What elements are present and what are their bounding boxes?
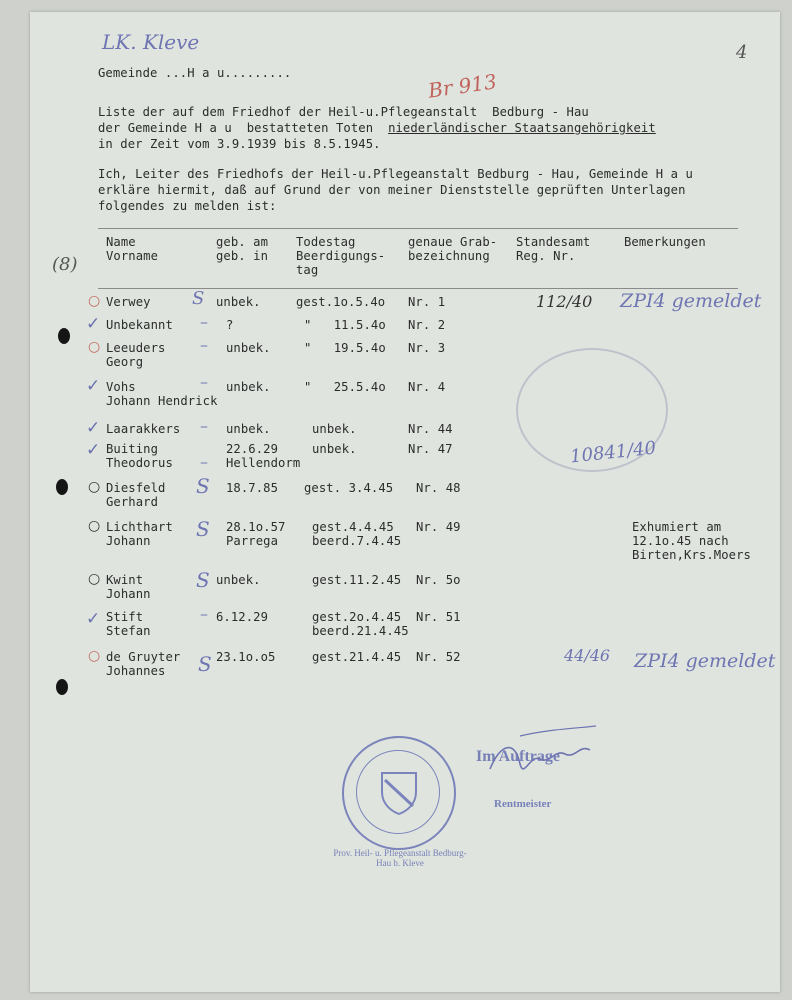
institution-seal [342,736,456,850]
table-row-grab: Nr. 5o [416,573,461,587]
margin-note: (8) [52,254,78,275]
table-row-geb: 23.1o.o5 [216,650,276,664]
s-mark: S [196,517,210,541]
table-row-grab: Nr. 2 [408,318,446,332]
intro-line-2b: niederländischer Staatsangehörigkeit [388,121,656,135]
col-header-todestag: Todestag Beerdigungs- tag [296,235,386,277]
table-row-name: Laarakkers [106,422,181,436]
punch-hole [56,679,68,695]
table-row-tod: gest.2o.4.45 beerd.21.4.45 [312,610,409,638]
intro-line-6: folgendes zu melden ist: [98,199,277,213]
col-header-bemerkungen: Bemerkungen [624,235,706,249]
table-row-reg: 112/40 [536,292,593,311]
table-row-tod: gest.4.4.45 beerd.7.4.45 [312,520,402,548]
intro-line-5: erkläre hiermit, daß auf Grund der von meiner Dienststelle geprüften Unterlagen [98,183,686,197]
red-circle-mark: ○ [88,648,101,664]
dash-mark: – [200,416,208,435]
table-row-bem: ZPI4 gemeldet [620,290,762,312]
intro-line-2 [98,121,656,135]
table-row-name: Verwey [106,295,151,309]
dash-mark: – [200,452,208,471]
table-row-geb: unbek. [216,573,261,587]
table-row-tod: gest.11.2.45 [312,573,402,587]
table-row-name: Lichthart Johann [106,520,173,548]
table-row-bem: ZPI4 gemeldet [634,650,776,672]
page-number: 4 [736,42,748,63]
check-mark: ✓ [86,314,101,334]
red-circle-mark: ○ [88,339,101,355]
im-auftrage-stamp: Im Auftrage [476,748,560,765]
dash-mark: – [200,335,208,354]
table-row-grab: Nr. 3 [408,341,446,355]
document-sheet [30,12,780,992]
intro-line-4: Ich, Leiter des Friedhofs der Heil-u.Pflegeanstalt Bedburg - Hau, Gemeinde H a u [98,167,693,181]
check-mark: ✓ [86,376,101,396]
table-row-grab: Nr. 49 [416,520,461,534]
table-row-geb: 28.1o.57 Parrega [226,520,286,548]
round-stamp-number: 10841/40 [569,437,658,468]
table-row-tod: " 11.5.4o [304,318,386,332]
table-row-tod: gest. 3.4.45 [304,481,394,495]
table-row-name: de Gruyter Johannes [106,650,181,678]
table-row-geb: 18.7.85 [226,481,279,495]
col-header-standesamt: Standesamt Reg. Nr. [516,235,591,263]
s-mark: S [192,288,205,309]
black-circle-mark: ○ [88,518,101,534]
table-row-geb: unbek. [216,295,261,309]
table-row-bem: Exhumiert am 12.1o.45 nach Birten,Krs.Moers [632,520,751,562]
col-header-grab: genaue Grab- bezeichnung [408,235,498,263]
gemeinde-line: Gemeinde ...H a u......... [98,66,292,80]
seal-text: Prov. Heil- u. Pflegeanstalt Bedburg-Hau b. Kleve [333,848,467,868]
punch-hole [56,479,68,495]
red-note: Br 913 [426,69,499,103]
table-row-geb: unbek. [226,422,271,436]
lk-note: LK. Kleve [102,30,200,54]
table-row-grab: Nr. 52 [416,650,461,664]
table-row-name: Buiting Theodorus [106,442,173,470]
black-circle-mark: ○ [88,571,101,587]
table-row-name: Stift Stefan [106,610,151,638]
intro-line-2a: der Gemeinde H a u bestatteten Toten [98,121,389,135]
s-mark: S [198,652,212,676]
table-row-tod: " 19.5.4o [304,341,386,355]
col-header-name: Name Vorname [106,235,159,263]
s-mark: S [196,568,210,592]
table-row-geb: 6.12.29 [216,610,269,624]
dash-mark: – [200,372,208,391]
red-circle-mark: ○ [88,293,101,309]
col-header-geb: geb. am geb. in [216,235,269,263]
table-row-geb: ? [226,318,234,332]
table-row-geb: 22.6.29 Hellendorm [226,442,301,470]
table-row-grab: Nr. 48 [416,481,461,495]
table-row-grab: Nr. 47 [408,442,453,456]
dash-mark: – [200,604,208,623]
table-row-name: Leeuders Georg [106,341,166,369]
table-top-rule [98,228,738,229]
dash-mark: – [200,312,208,331]
table-row-grab: Nr. 44 [408,422,453,436]
table-row-grab: Nr. 51 [416,610,461,624]
table-row-tod: " 25.5.4o [304,380,386,394]
table-row-geb: unbek. [226,341,271,355]
intro-line-1: Liste der auf dem Friedhof der Heil-u.Pflegeanstalt Bedburg - Hau [98,105,589,119]
table-row-tod: unbek. [312,422,357,436]
table-row-name: Vohs Johann Hendrick [106,380,218,408]
check-mark: ✓ [86,418,101,438]
table-row-geb: unbek. [226,380,271,394]
black-circle-mark: ○ [88,479,101,495]
intro-line-3: in der Zeit vom 3.9.1939 bis 8.5.1945. [98,137,381,151]
rentmeister-label: Rentmeister [494,798,552,810]
table-row-reg: 44/46 [564,646,611,665]
punch-hole [58,328,70,344]
table-row-tod: gest.21.4.45 [312,650,402,664]
table-row-name: Diesfeld Gerhard [106,481,166,509]
table-row-grab: Nr. 4 [408,380,446,394]
s-mark: S [196,474,210,498]
table-row-name: Kwint Johann [106,573,151,601]
table-row-name: Unbekannt [106,318,173,332]
table-row-tod: unbek. [312,442,357,456]
table-row-tod: gest.1o.5.4o [296,295,386,309]
check-mark: ✓ [86,609,101,629]
table-row-grab: Nr. 1 [408,295,446,309]
check-mark: ✓ [86,440,101,460]
signature [480,724,600,784]
coat-of-arms-icon [379,770,419,816]
